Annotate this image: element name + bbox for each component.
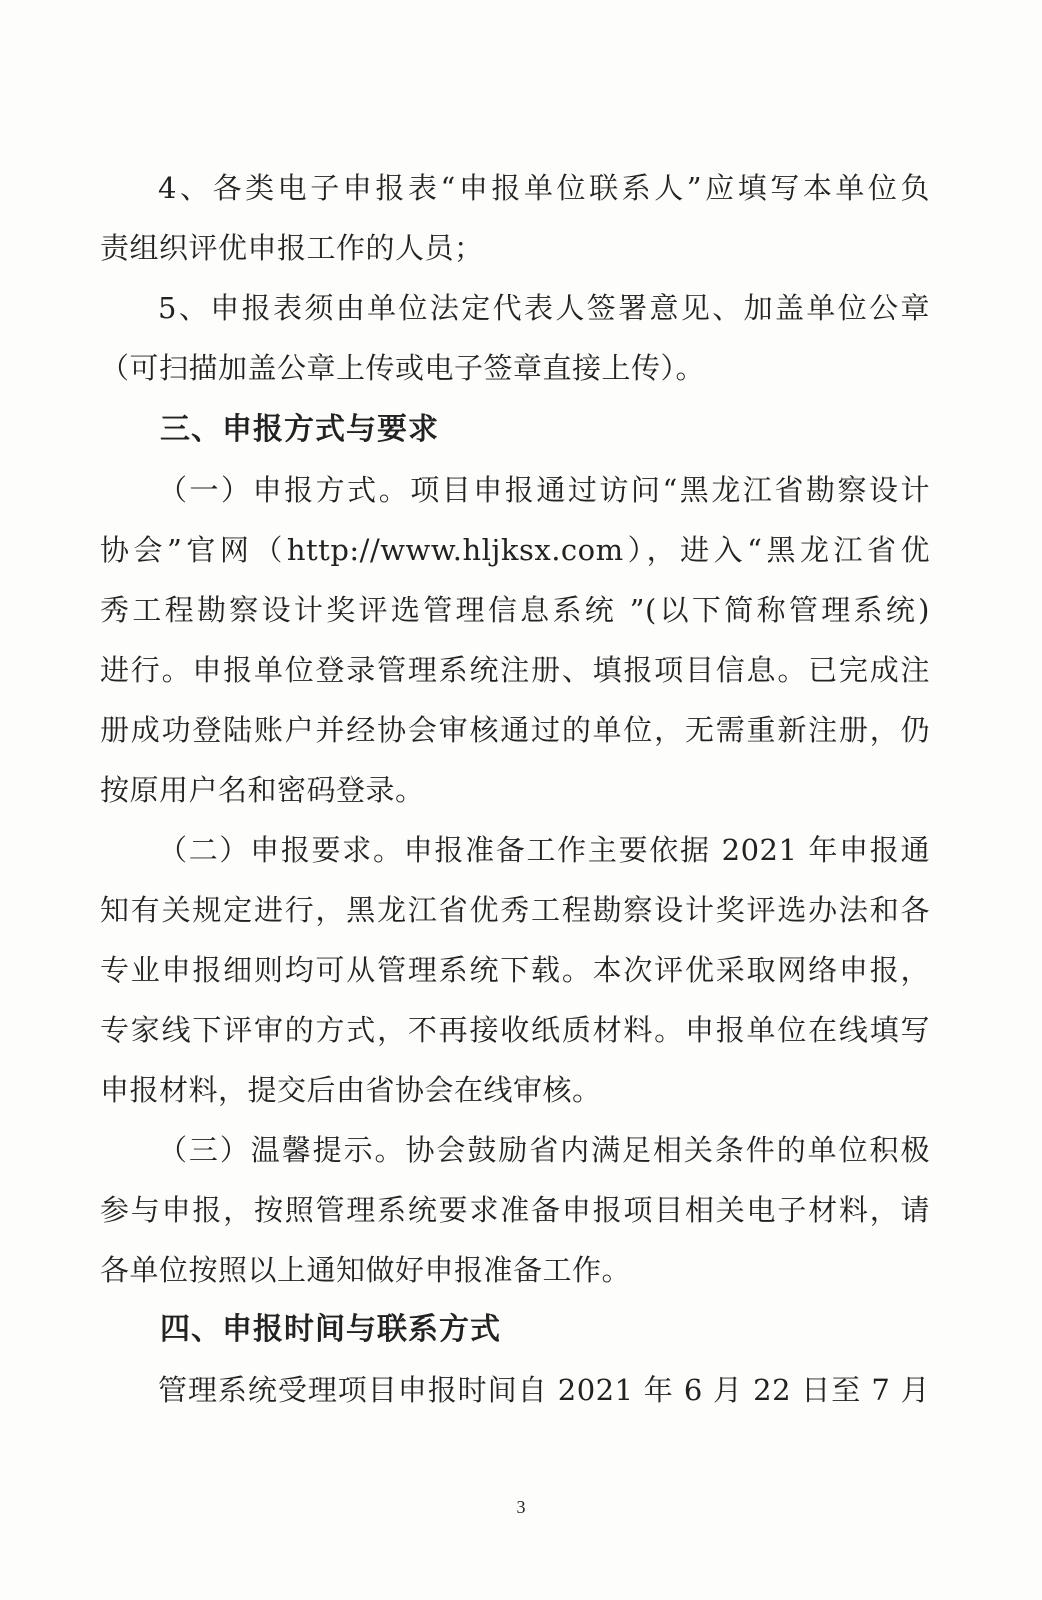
section-3-part-1-line-5: 册成功登陆账户并经协会审核通过的单位，无需重新注册，仍 bbox=[100, 713, 930, 747]
page-number: 3 bbox=[516, 1497, 526, 1517]
item-4-line-2: 责组织评优申报工作的人员； bbox=[100, 231, 484, 265]
section-4-heading: 四、申报时间与联系方式 bbox=[160, 1312, 501, 1347]
item-4-line-1: 4、各类电子申报表“申报单位联系人”应填写本单位负 bbox=[158, 171, 930, 205]
section-4-line-1: 管理系统受理项目申报时间自 2021 年 6 月 22 日至 7 月 bbox=[158, 1373, 930, 1407]
section-3-part-1-line-2: 协会”官网（http://www.hljksx.com），进入“黑龙江省优 bbox=[100, 533, 930, 567]
section-3-part-3-line-1: （三）温馨提示。协会鼓励省内满足相关条件的单位积极 bbox=[158, 1133, 930, 1167]
section-3-part-1-line-1: （一）申报方式。项目申报通过访问“黑龙江省勘察设计 bbox=[158, 473, 930, 507]
section-3-part-2-line-2: 知有关规定进行，黑龙江省优秀工程勘察设计奖评选办法和各 bbox=[100, 893, 930, 927]
section-3-part-3-line-3: 各单位按照以上通知做好申报准备工作。 bbox=[100, 1253, 632, 1287]
section-3-part-2-line-3: 专业申报细则均可从管理系统下载。本次评优采取网络申报， bbox=[100, 953, 930, 987]
section-3-part-1-line-6: 按原用户名和密码登录。 bbox=[100, 773, 425, 807]
section-3-part-3-line-2: 参与申报，按照管理系统要求准备申报项目相关电子材料，请 bbox=[100, 1193, 930, 1227]
section-3-part-1-line-4: 进行。申报单位登录管理系统注册、填报项目信息。已完成注 bbox=[100, 653, 930, 687]
section-3-part-2-line-4: 专家线下评审的方式，不再接收纸质材料。申报单位在线填写 bbox=[100, 1013, 930, 1047]
section-3-part-2-line-5: 申报材料，提交后由省协会在线审核。 bbox=[100, 1073, 602, 1107]
section-3-heading: 三、申报方式与要求 bbox=[160, 412, 439, 447]
section-3-part-1-line-3: 秀工程勘察设计奖评选管理信息系统 ”(以下简称管理系统) bbox=[100, 593, 930, 627]
item-5-line-1: 5、申报表须由单位法定代表人签署意见、加盖单位公章 bbox=[158, 291, 930, 325]
section-3-part-2-line-1: （二）申报要求。申报准备工作主要依据 2021 年申报通 bbox=[158, 833, 930, 867]
item-5-line-2: （可扫描加盖公章上传或电子签章直接上传）。 bbox=[100, 351, 706, 385]
